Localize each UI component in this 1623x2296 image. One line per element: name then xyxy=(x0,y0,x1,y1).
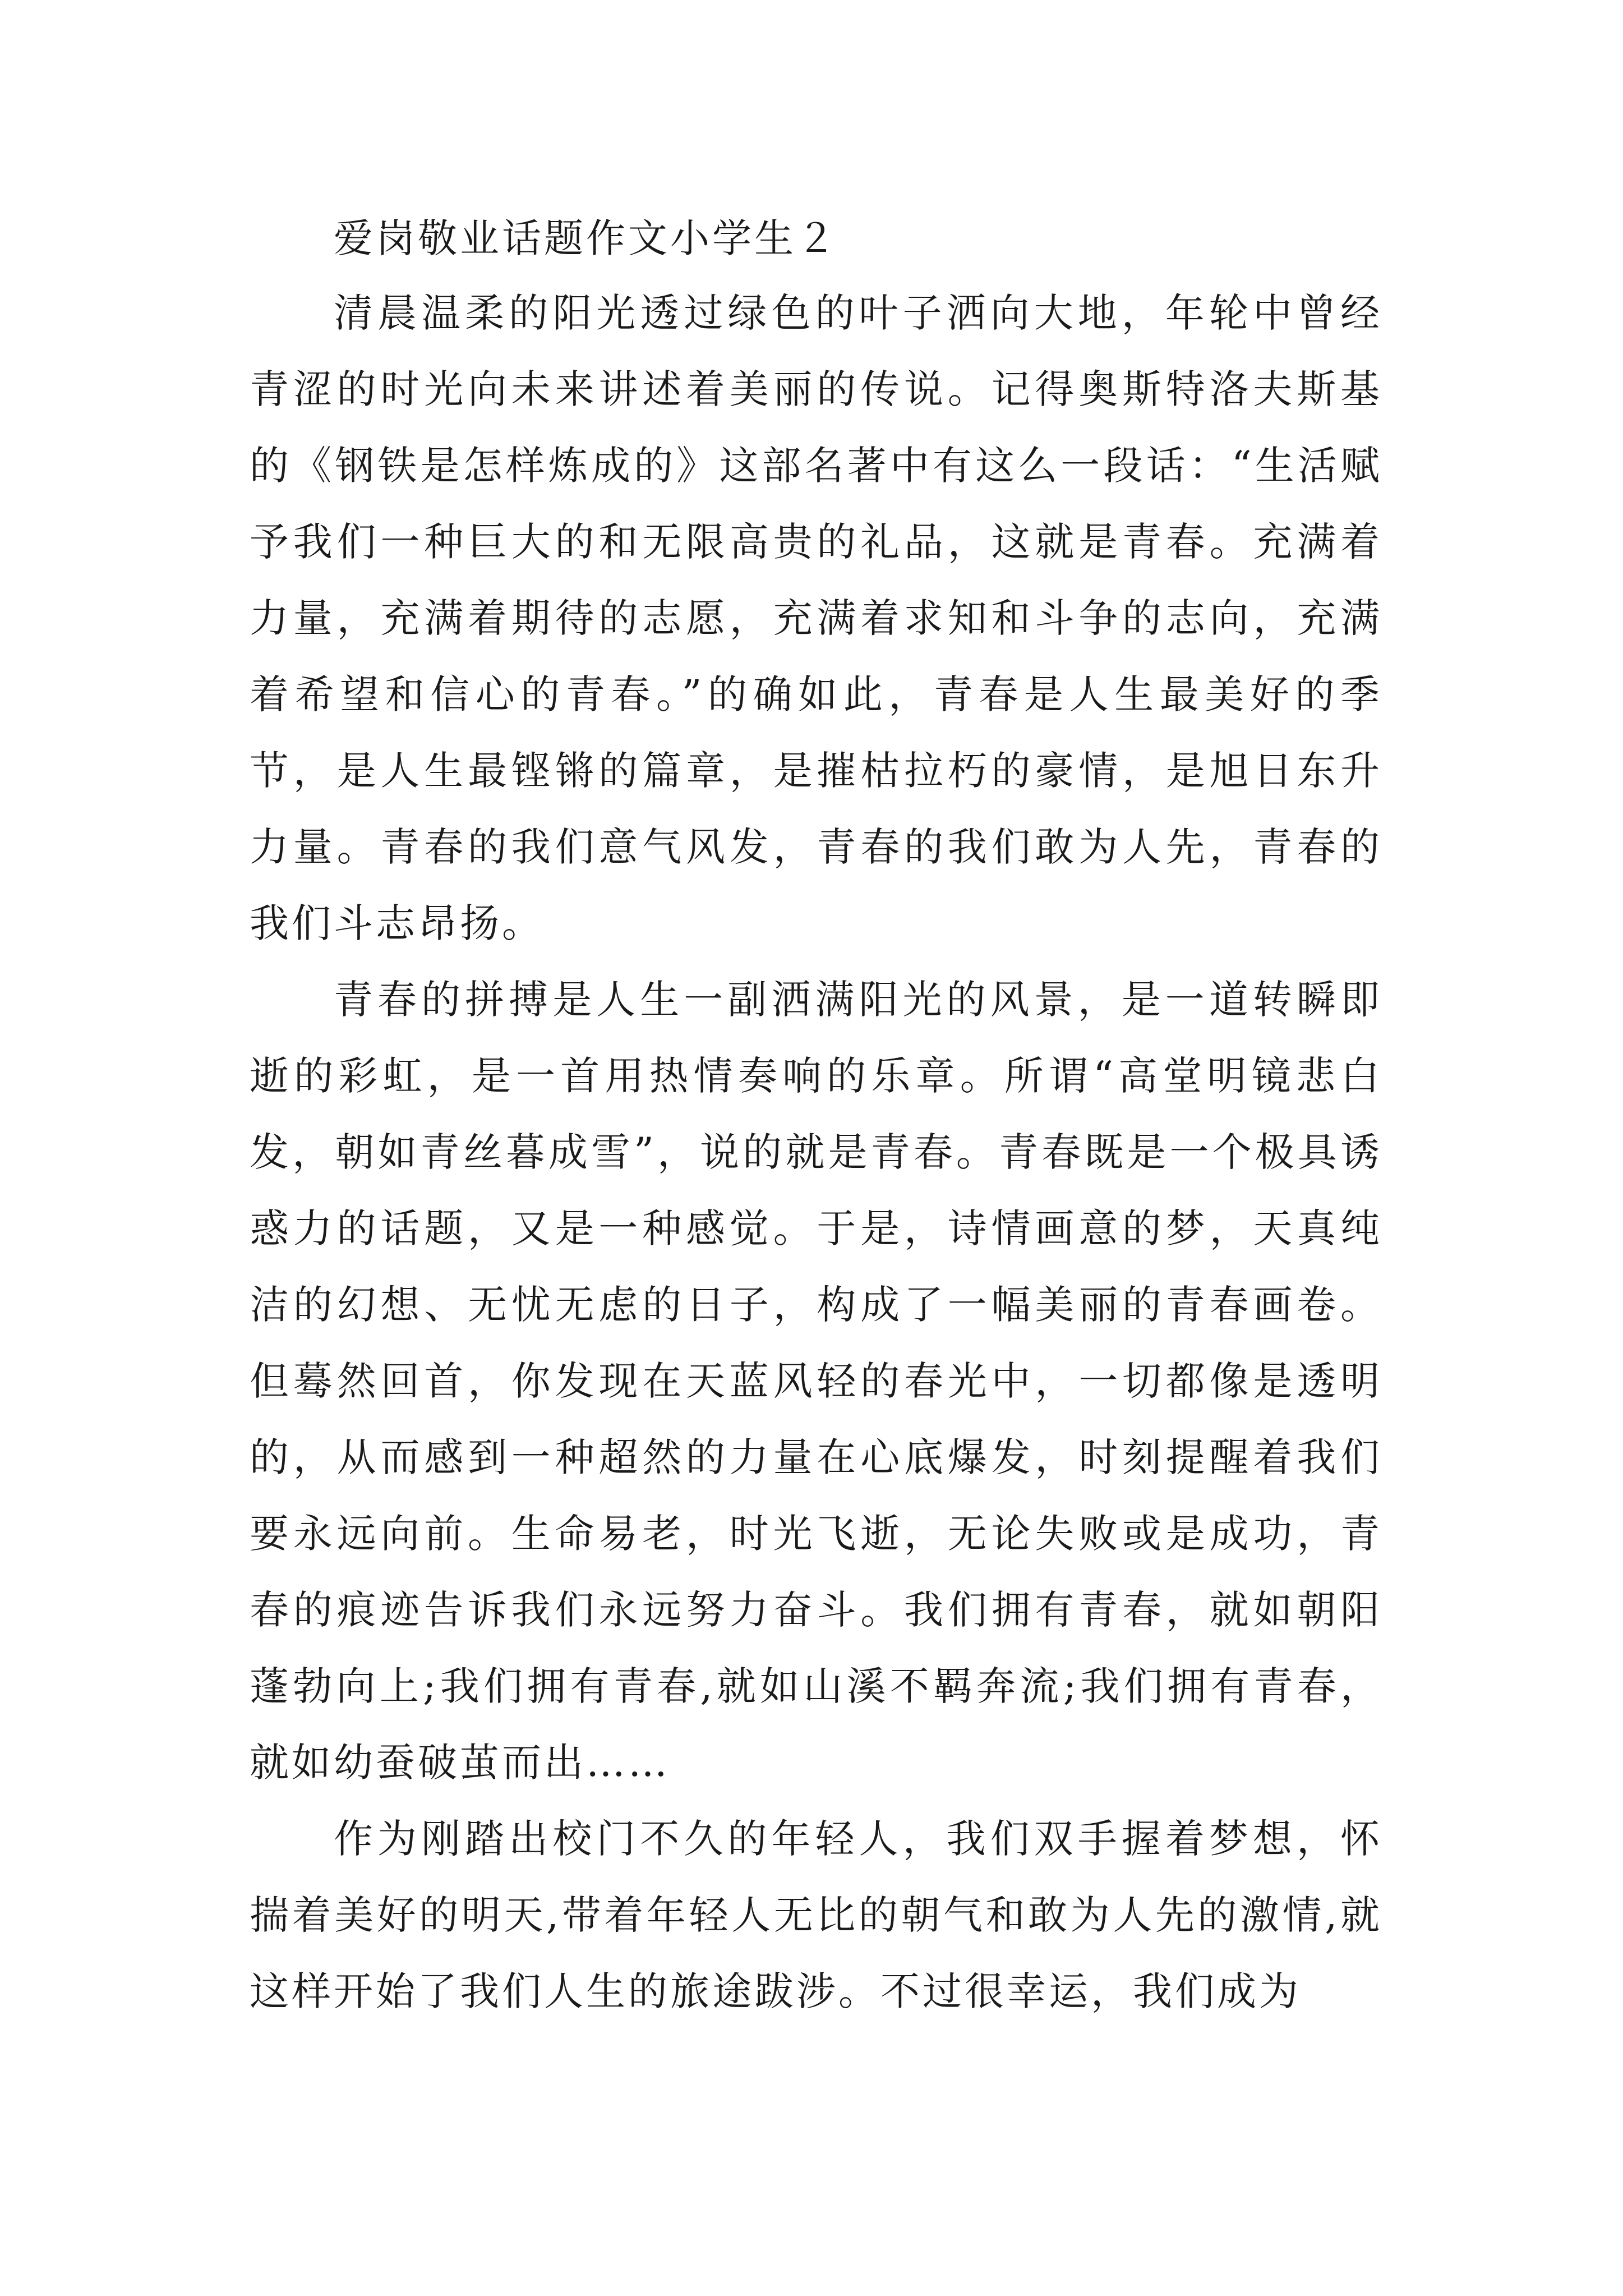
paragraph-3: 作为刚踏出校门不久的年轻人，我们双手握着梦想，怀揣着美好的明天,带着年轻人无比的朝气和敢为人先的激情,就这样开始了我们人生的旅途跋涉。不过很幸运，我们成为 xyxy=(250,1816,1382,2014)
paragraph-1: 清晨温柔的阳光透过绿色的叶子洒向大地，年轮中曾经青涩的时光向未来讲述着美丽的传说。记得奥斯特洛夫斯基的《钢铁是怎样炼成的》这部名著中有这么一段话：“生活赋予我们一种巨大的和无限高贵的礼品，这就是青春。充满着力量，充满着期待的志愿，充满着求知和斗争的志向，充满着希望和信心的青春。”的确如此，青春是人生最美好的季节，是人生最铿锵的篇章，是摧枯拉朽的豪情，是旭日东升力量。青春的我们意气风发，青春的我们敢为人先，青春的我们斗志昂扬。 xyxy=(250,290,1382,946)
document-body xyxy=(250,202,1382,2030)
paragraph-2: 青春的拼搏是人生一副洒满阳光的风景，是一道转瞬即逝的彩虹，是一首用热情奏响的乐章。所谓“高堂明镜悲白发，朝如青丝暮成雪”，说的就是青春。青春既是一个极具诱惑力的话题，又是一种感觉。于是，诗情画意的梦，天真纯洁的幻想、无忧无虑的日子，构成了一幅美丽的青春画卷。但蓦然回首，你发现在天蓝风轻的春光中，一切都像是透明的，从而感到一种超然的力量在心底爆发，时刻提醒着我们要永远向前。生命易老，时光飞逝，无论失败或是成功，青春的痕迹告诉我们永远努力奋斗。我们拥有青春，就如朝阳蓬勃向上;我们拥有青春,就如山溪不羁奔流;我们拥有青春，就如幼蚕破茧而出…… xyxy=(250,977,1382,1786)
document-title: 爱岗敬业话题作文小学生２ xyxy=(334,215,838,261)
